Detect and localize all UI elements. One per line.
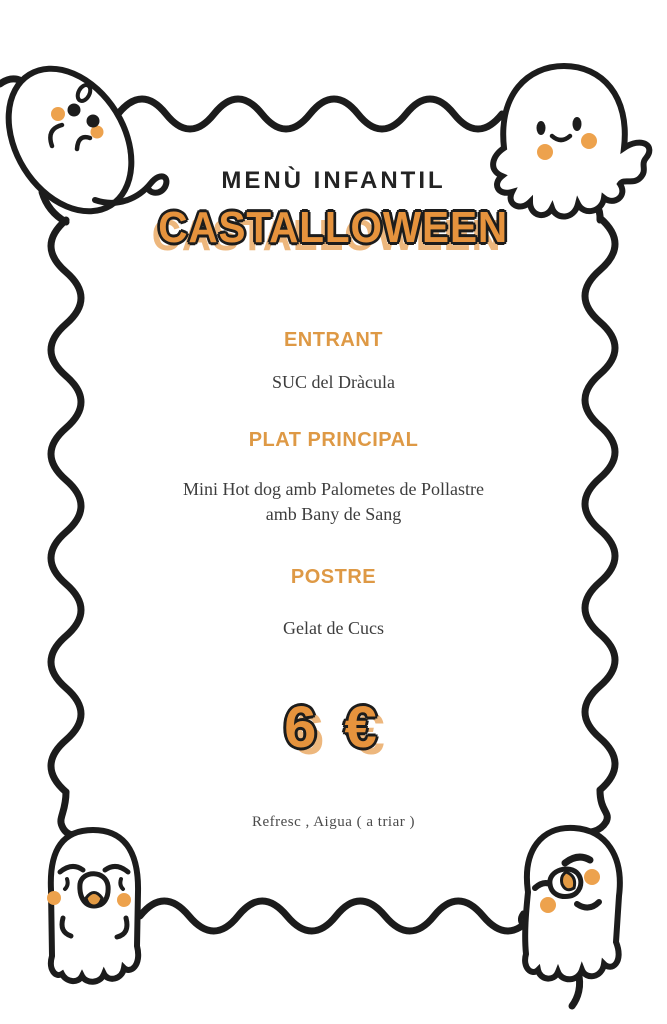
wavy-border-bottom (140, 901, 532, 931)
section-heading-postre: POSTRE (290, 566, 377, 588)
dish-plat-principal (0, 477, 667, 527)
menu-title-wrap (0, 203, 667, 253)
ghost-bottom-right-icon (520, 828, 619, 979)
dish-entrant: SUC del Dràcula (272, 372, 395, 392)
ghost-bottom-left-icon (47, 830, 138, 982)
wavy-border-top (118, 99, 502, 129)
menu-price: 6 € (284, 695, 383, 760)
section-heading-plat-principal: PLAT PRINCIPAL (248, 429, 419, 451)
section-heading-entrant: ENTRANT (283, 329, 384, 351)
dish-plat-principal-text: Mini Hot dog amb Palometes de Pollastre amb Bany de Sang (183, 479, 484, 525)
menu-title: CASTALLOWEEN (158, 203, 509, 252)
menu-subtitle: MENÙ INFANTIL (221, 167, 446, 194)
dish-postre: Gelat de Cucs (283, 618, 384, 638)
menu-footnote: Refresc , Aigua ( a triar ) (251, 814, 416, 830)
